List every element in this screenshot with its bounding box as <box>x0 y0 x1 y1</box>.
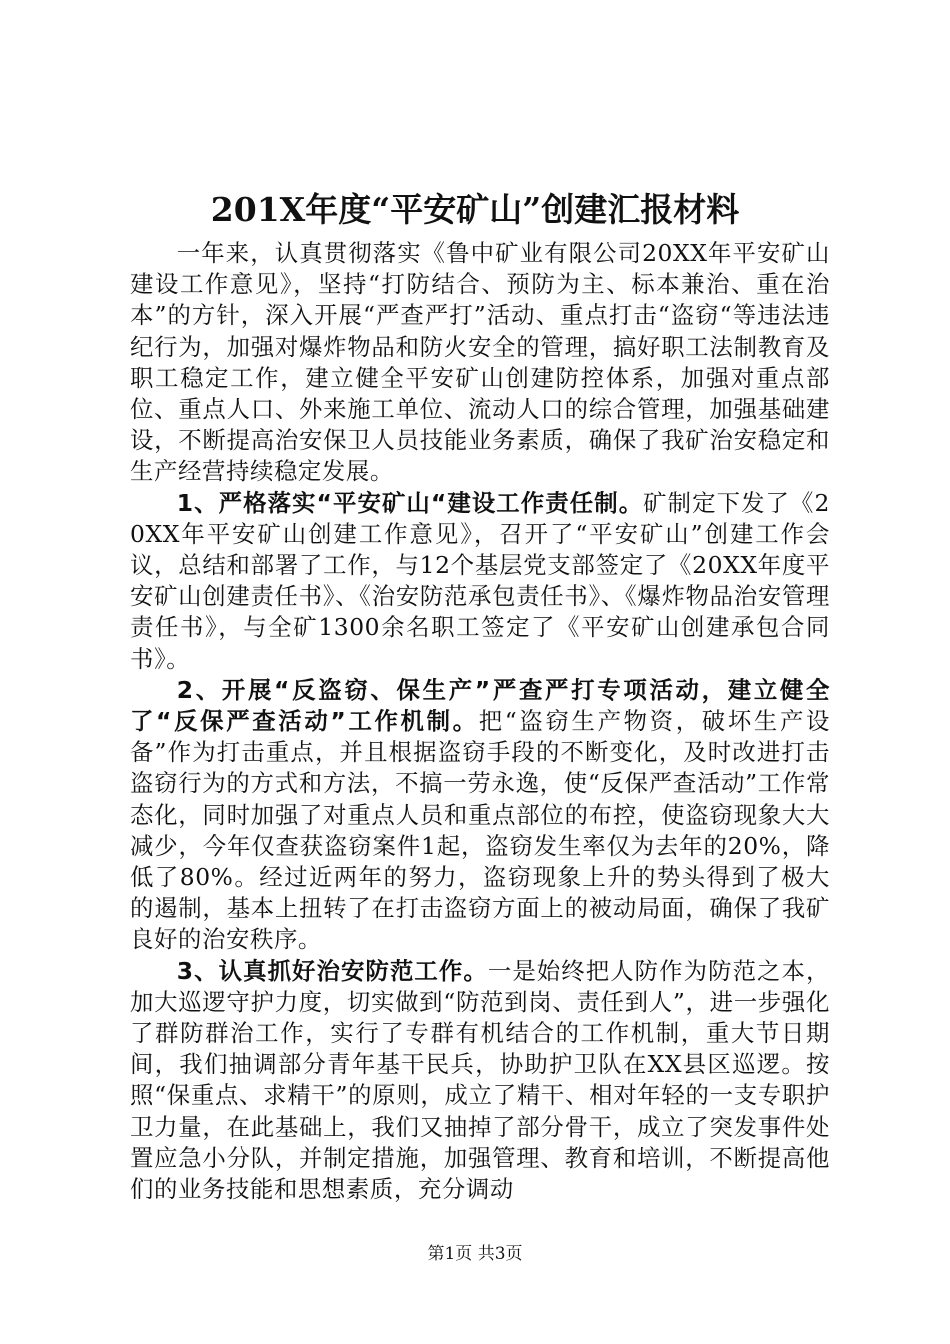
paragraph-text: 一年来，认真贯彻落实《鲁中矿业有限公司20XX年平安矿山建设工作意见》，坚持“打防结合、预防为主、标本兼治、重在治本”的方针，深入开展“严查严打”活动、重点打击“盗窃“等违法违纪行为，加强对爆炸物品和防火安全的管理，搞好职工法制教育及职工稳定工作，建立健全平安矿山创建防控体系，加强对重点部位、重点人口、外来施工单位、流动人口的综合管理，加强基础建设，不断提高治安保卫人员技能业务素质，确保了我矿治安稳定和生产经营持续稳定发展。 <box>130 239 830 486</box>
paragraph-intro <box>130 238 830 488</box>
paragraph-lead: 1、严格落实“平安矿山“建设工作责任制。 <box>176 488 644 517</box>
paragraph-section-1 <box>130 488 830 675</box>
paragraph-lead: 3、认真抓好治安防范工作。 <box>176 956 488 985</box>
document-title: 201X年度“平安矿山”创建汇报材料 <box>210 190 740 229</box>
paragraph-section-2 <box>130 675 830 956</box>
page-footer: 第1页 共3页 <box>427 1244 523 1264</box>
paragraph-section-3 <box>130 956 830 1206</box>
document-body <box>130 238 830 1205</box>
paragraph-text: 一是始终把人防作为防范之本，加大巡逻守护力度，切实做到“防范到岗、责任到人”，进一步强化了群防群治工作，实行了专群有机结合的工作机制，重大节日期间，我们抽调部分青年基干民兵，协助护卫队在XX县区巡逻。按照“保重点、求精干”的原则，成立了精干、相对年轻的一支专职护卫力量，在此基础上，我们又抽掉了部分骨干，成立了突发事件处置应急小分队，并制定措施，加强管理、教育和培训，不断提高他们的业务技能和思想素质，充分调动 <box>130 956 830 1204</box>
paragraph-text: 矿制定下发了《20XX年平安矿山创建工作意见》，召开了“平安矿山”创建工作会议，总结和部署了工作，与12个基层党支部签定了《20XX年度平安矿山创建责任书》、《治安防范承包责任书》、《爆炸物品治安管理责任书》，与全矿1300余名职工签定了《平安矿山创建承包合同书》。 <box>130 488 830 673</box>
paragraph-lead: 2、开展“反盗窃、保生产”严查严打专项活动，建立健全了“反保严查活动”工作机制。 <box>130 675 830 736</box>
paragraph-text: 把“盗窃生产物资，破坏生产设备”作为打击重点，并且根据盗窃手段的不断变化，及时改进打击盗窃行为的方式和方法，不搞一劳永逸，使“反保严查活动”工作常态化，同时加强了对重点人员和重点部位的布控，使盗窃现象大大减少，今年仅查获盗窃案件1起，盗窃发生率仅为去年的20%，降低了80%。经过近两年的努力，盗窃现象上升的势头得到了极大的遏制，基本上扭转了在打击盗窃方面上的被动局面，确保了我矿良好的治安秩序。 <box>130 707 830 954</box>
